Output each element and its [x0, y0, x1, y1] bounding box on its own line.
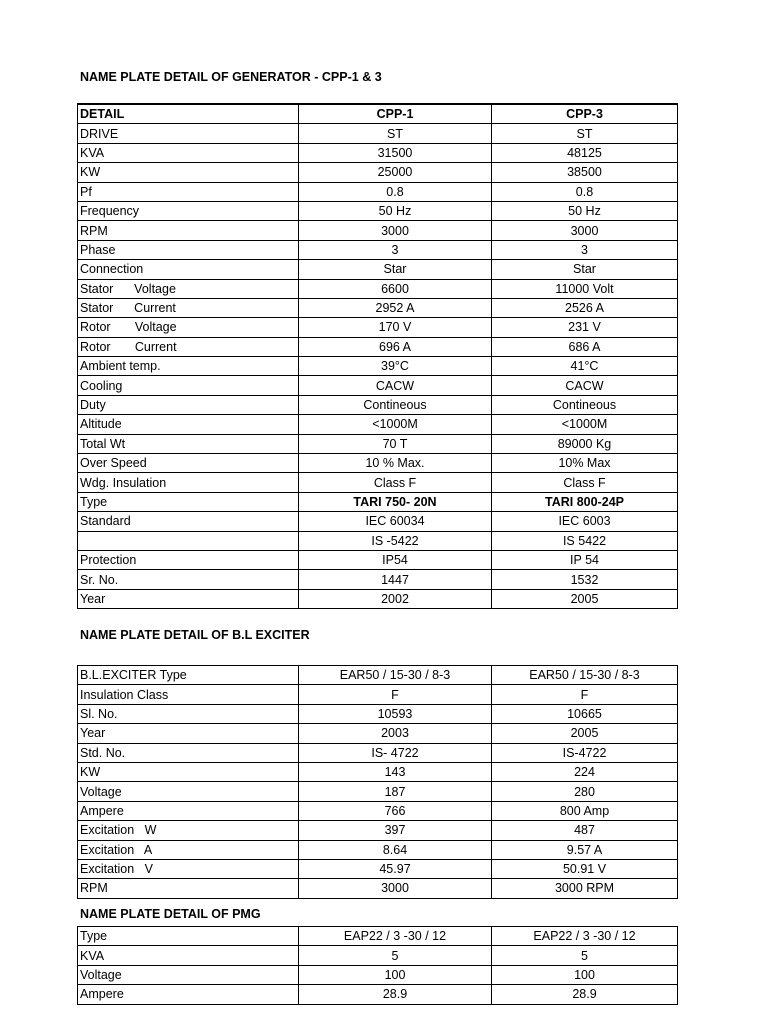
- row-label-cell: Protection: [78, 550, 299, 569]
- row-value-cell: IP 54: [492, 550, 678, 569]
- row-value-cell: 5: [492, 946, 678, 965]
- table-row: [78, 395, 678, 414]
- row-value-cell: EAP22 / 3 -30 / 12: [492, 927, 678, 946]
- row-value-cell: 3000 RPM: [492, 879, 678, 898]
- row-value-cell: 100: [492, 965, 678, 984]
- row-value-cell: 9.57 A: [492, 840, 678, 859]
- table-row: [78, 762, 678, 781]
- row-value-cell: 5: [299, 946, 492, 965]
- row-label-cell: Stator Voltage: [78, 279, 299, 298]
- row-value-cell: 31500: [299, 143, 492, 162]
- row-value-cell: 0.8: [299, 182, 492, 201]
- table-row: [78, 704, 678, 723]
- row-value-cell: IS- 4722: [299, 743, 492, 762]
- row-label-cell: Rotor Current: [78, 337, 299, 356]
- row-label-cell: KVA: [78, 946, 299, 965]
- header-cell-cpp3: CPP-3: [492, 104, 678, 124]
- table-row: [78, 318, 678, 337]
- table-row: [78, 201, 678, 220]
- row-label-cell: Std. No.: [78, 743, 299, 762]
- row-label-cell: Frequency: [78, 201, 299, 220]
- table-row: [78, 357, 678, 376]
- row-label-cell: Rotor Voltage: [78, 318, 299, 337]
- row-value-cell: <1000M: [492, 415, 678, 434]
- pmg-nameplate-table: [77, 926, 678, 1005]
- row-value-cell: ST: [492, 124, 678, 143]
- table-row: [78, 279, 678, 298]
- row-value-cell: F: [492, 685, 678, 704]
- row-label-cell: Excitation W: [78, 821, 299, 840]
- table-row: [78, 124, 678, 143]
- row-value-cell: 3000: [299, 221, 492, 240]
- row-value-cell: 8.64: [299, 840, 492, 859]
- row-value-cell: IEC 60034: [299, 512, 492, 531]
- row-value-cell: 397: [299, 821, 492, 840]
- row-value-cell: ST: [299, 124, 492, 143]
- row-value-cell: 11000 Volt: [492, 279, 678, 298]
- row-label-cell: Insulation Class: [78, 685, 299, 704]
- row-value-cell: Star: [492, 260, 678, 279]
- row-label-cell: DRIVE: [78, 124, 299, 143]
- row-value-cell: 231 V: [492, 318, 678, 337]
- row-value-cell: <1000M: [299, 415, 492, 434]
- row-value-cell: 3000: [492, 221, 678, 240]
- row-value-cell: EAR50 / 15-30 / 8-3: [299, 666, 492, 685]
- table-row: [78, 985, 678, 1004]
- row-label-cell: Type: [78, 492, 299, 511]
- row-label-cell: Standard: [78, 512, 299, 531]
- row-value-cell: 6600: [299, 279, 492, 298]
- table-row: [78, 221, 678, 240]
- table-row: [78, 434, 678, 453]
- row-value-cell: Star: [299, 260, 492, 279]
- row-value-cell: 3000: [299, 879, 492, 898]
- table-row: [78, 782, 678, 801]
- row-label-cell: Connection: [78, 260, 299, 279]
- row-value-cell: IS-4722: [492, 743, 678, 762]
- row-value-cell: 25000: [299, 163, 492, 182]
- exciter-nameplate-table: [77, 665, 678, 899]
- table-row: [78, 492, 678, 511]
- generator-nameplate-table: [77, 103, 678, 609]
- table-row: [78, 163, 678, 182]
- row-label-cell: Sr. No.: [78, 570, 299, 589]
- row-value-cell: 39°C: [299, 357, 492, 376]
- generator-section-title: NAME PLATE DETAIL OF GENERATOR - CPP-1 & 3: [80, 70, 382, 84]
- row-value-cell: TARI 750- 20N: [299, 492, 492, 511]
- table-row: [78, 550, 678, 569]
- table-row: [78, 182, 678, 201]
- header-cell-detail: DETAIL: [78, 104, 299, 124]
- row-label-cell: Total Wt: [78, 434, 299, 453]
- row-value-cell: 224: [492, 762, 678, 781]
- row-label-cell: [78, 531, 299, 550]
- row-label-cell: Ampere: [78, 801, 299, 820]
- table-row: [78, 260, 678, 279]
- row-value-cell: 28.9: [299, 985, 492, 1004]
- row-value-cell: 487: [492, 821, 678, 840]
- table-row: [78, 415, 678, 434]
- row-value-cell: 28.9: [492, 985, 678, 1004]
- table-row: [78, 965, 678, 984]
- row-value-cell: Class F: [492, 473, 678, 492]
- row-value-cell: CACW: [299, 376, 492, 395]
- row-label-cell: Altitude: [78, 415, 299, 434]
- table-row: [78, 685, 678, 704]
- row-label-cell: KVA: [78, 143, 299, 162]
- row-value-cell: 10 % Max.: [299, 454, 492, 473]
- row-value-cell: 45.97: [299, 859, 492, 878]
- row-value-cell: IS -5422: [299, 531, 492, 550]
- row-value-cell: 2002: [299, 589, 492, 608]
- table-row: [78, 666, 678, 685]
- row-value-cell: 2005: [492, 724, 678, 743]
- row-label-cell: Ambient temp.: [78, 357, 299, 376]
- table-row: [78, 531, 678, 550]
- row-label-cell: Stator Current: [78, 298, 299, 317]
- table-row: [78, 946, 678, 965]
- row-label-cell: Year: [78, 724, 299, 743]
- table-row: [78, 143, 678, 162]
- row-label-cell: Pf: [78, 182, 299, 201]
- row-value-cell: 2526 A: [492, 298, 678, 317]
- row-value-cell: 38500: [492, 163, 678, 182]
- table-row: [78, 240, 678, 259]
- row-value-cell: Contineous: [492, 395, 678, 414]
- row-label-cell: B.L.EXCITER Type: [78, 666, 299, 685]
- table-row: [78, 454, 678, 473]
- table-row: [78, 859, 678, 878]
- row-value-cell: 50.91 V: [492, 859, 678, 878]
- row-value-cell: IP54: [299, 550, 492, 569]
- row-value-cell: 2005: [492, 589, 678, 608]
- row-value-cell: 2003: [299, 724, 492, 743]
- row-label-cell: Wdg. Insulation: [78, 473, 299, 492]
- row-value-cell: 0.8: [492, 182, 678, 201]
- row-value-cell: 10665: [492, 704, 678, 723]
- row-value-cell: 187: [299, 782, 492, 801]
- row-value-cell: Contineous: [299, 395, 492, 414]
- header-cell-cpp1: CPP-1: [299, 104, 492, 124]
- row-value-cell: 100: [299, 965, 492, 984]
- table-row: [78, 927, 678, 946]
- row-label-cell: RPM: [78, 221, 299, 240]
- row-value-cell: IEC 6003: [492, 512, 678, 531]
- row-label-cell: Year: [78, 589, 299, 608]
- row-value-cell: 10% Max: [492, 454, 678, 473]
- row-value-cell: 89000 Kg: [492, 434, 678, 453]
- row-label-cell: Over Speed: [78, 454, 299, 473]
- row-label-cell: Excitation V: [78, 859, 299, 878]
- row-value-cell: 800 Amp: [492, 801, 678, 820]
- row-label-cell: Cooling: [78, 376, 299, 395]
- row-value-cell: 280: [492, 782, 678, 801]
- row-value-cell: 170 V: [299, 318, 492, 337]
- row-label-cell: Type: [78, 927, 299, 946]
- table-row: [78, 298, 678, 317]
- row-value-cell: 696 A: [299, 337, 492, 356]
- row-value-cell: EAR50 / 15-30 / 8-3: [492, 666, 678, 685]
- row-label-cell: Voltage: [78, 782, 299, 801]
- row-value-cell: Class F: [299, 473, 492, 492]
- table-row: [78, 512, 678, 531]
- row-value-cell: 48125: [492, 143, 678, 162]
- table-row: [78, 879, 678, 898]
- row-value-cell: 2952 A: [299, 298, 492, 317]
- table-header-row: [78, 104, 678, 124]
- row-label-cell: KW: [78, 762, 299, 781]
- row-value-cell: 3: [299, 240, 492, 259]
- row-value-cell: 1532: [492, 570, 678, 589]
- pmg-section-title: NAME PLATE DETAIL OF PMG: [80, 907, 261, 921]
- row-label-cell: Ampere: [78, 985, 299, 1004]
- row-value-cell: 50 Hz: [492, 201, 678, 220]
- row-value-cell: EAP22 / 3 -30 / 12: [299, 927, 492, 946]
- table-row: [78, 337, 678, 356]
- row-value-cell: 766: [299, 801, 492, 820]
- row-label-cell: Excitation A: [78, 840, 299, 859]
- row-value-cell: 3: [492, 240, 678, 259]
- row-value-cell: 50 Hz: [299, 201, 492, 220]
- row-label-cell: KW: [78, 163, 299, 182]
- table-row: [78, 724, 678, 743]
- row-value-cell: 70 T: [299, 434, 492, 453]
- row-value-cell: 1447: [299, 570, 492, 589]
- row-label-cell: Duty: [78, 395, 299, 414]
- row-value-cell: 686 A: [492, 337, 678, 356]
- row-value-cell: 143: [299, 762, 492, 781]
- table-row: [78, 473, 678, 492]
- row-value-cell: F: [299, 685, 492, 704]
- table-row: [78, 801, 678, 820]
- table-row: [78, 376, 678, 395]
- table-row: [78, 840, 678, 859]
- row-value-cell: TARI 800-24P: [492, 492, 678, 511]
- row-value-cell: CACW: [492, 376, 678, 395]
- table-row: [78, 821, 678, 840]
- exciter-section-title: NAME PLATE DETAIL OF B.L EXCITER: [80, 628, 310, 642]
- row-label-cell: RPM: [78, 879, 299, 898]
- row-value-cell: 10593: [299, 704, 492, 723]
- row-value-cell: 41°C: [492, 357, 678, 376]
- row-label-cell: Sl. No.: [78, 704, 299, 723]
- row-label-cell: Voltage: [78, 965, 299, 984]
- table-row: [78, 589, 678, 608]
- row-label-cell: Phase: [78, 240, 299, 259]
- table-row: [78, 570, 678, 589]
- table-row: [78, 743, 678, 762]
- row-value-cell: IS 5422: [492, 531, 678, 550]
